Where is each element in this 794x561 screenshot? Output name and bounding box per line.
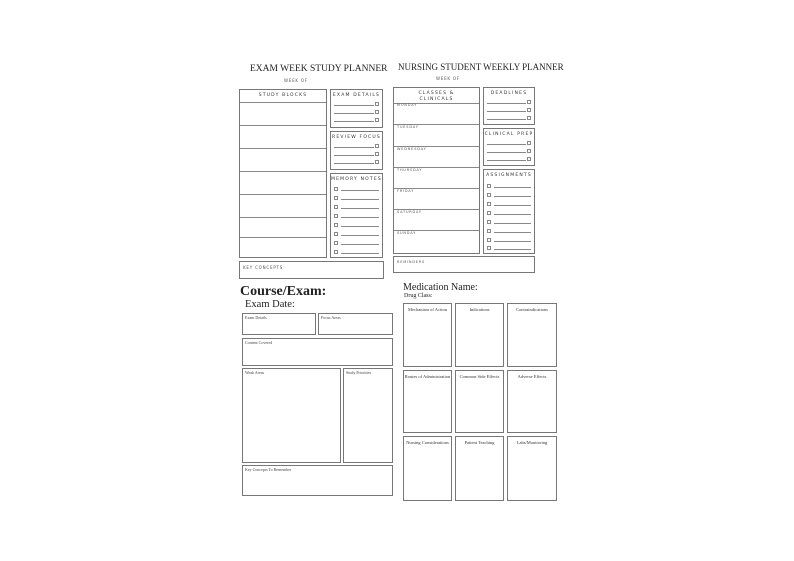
exam-planner-title: EXAM WEEK STUDY PLANNER [250, 64, 388, 74]
clinical-prep-box [483, 128, 535, 166]
focus-areas-label: Focus Areas [321, 315, 341, 320]
memory-notes-box [330, 173, 383, 258]
exam-date-label: Exam Date: [245, 299, 295, 310]
key-concepts-box [239, 261, 384, 279]
med-cell-label: Nursing Considerations [406, 440, 449, 445]
med-cell-label: Patient Teaching [464, 440, 495, 445]
course-exam-details-box [242, 313, 316, 335]
study-blocks-box [239, 89, 327, 258]
drug-class-label: Drug Class: [404, 293, 433, 299]
study-priorities-label: Study Priorities [346, 370, 372, 375]
med-cell-label: Adverse Effects [517, 374, 547, 379]
med-cell-label: Contraindications [516, 307, 548, 312]
review-focus-box [330, 131, 383, 170]
med-cell-contraindications [507, 303, 557, 367]
review-focus-heading: REVIEW FOCUS [332, 135, 381, 140]
weak-areas-label: Weak Areas [245, 370, 265, 375]
exam-details-box [330, 89, 383, 128]
med-cell-label: Common Side Effects [459, 374, 500, 379]
course-exam-title: Course/Exam: [240, 284, 327, 299]
weekly-planner-week-of: WEEK OF [436, 76, 460, 81]
assignments-box [483, 169, 535, 254]
course-exam-details-label: Exam Details [245, 315, 267, 320]
focus-areas-box [318, 313, 393, 335]
assignments-heading: ASSIGNMENTS [486, 173, 532, 178]
med-cell-labs [507, 436, 557, 501]
weekly-planner-title: NURSING STUDENT WEEKLY PLANNER [398, 62, 564, 72]
medication-name-label: Medication Name: [403, 282, 478, 293]
day-label-friday: FRIDAY [397, 189, 415, 193]
classes-clinicals-box [393, 87, 480, 254]
med-cell-mechanism [403, 303, 452, 367]
key-concepts-remember-label: Key Concepts To Remember [245, 467, 292, 472]
med-cell-label: Routes of Administration [404, 374, 451, 379]
key-concepts-label: KEY CONCEPTS [243, 265, 284, 270]
day-label-thursday: THURSDAY [397, 168, 423, 172]
med-cell-label: Mechanism of Action [408, 307, 447, 312]
deadlines-box [483, 87, 535, 125]
reminders-box [393, 256, 535, 273]
exam-details-heading: EXAM DETAILS [332, 93, 381, 98]
classes-heading-line1: CLASSES & [418, 91, 455, 96]
exam-planner-week-of: WEEK OF [284, 78, 308, 83]
med-cell-adverse-effects [507, 370, 557, 433]
med-cell-side-effects [455, 370, 504, 433]
clinical-prep-heading: CLINICAL PREP [484, 132, 534, 137]
day-label-saturday: SATURDAY [397, 210, 422, 214]
day-label-wednesday: WEDNESDAY [397, 147, 427, 151]
day-label-sunday: SUNDAY [397, 231, 417, 235]
memory-notes-heading: MEMORY NOTES [331, 177, 382, 182]
med-cell-indications [455, 303, 504, 367]
med-cell-routes [403, 370, 452, 433]
key-concepts-remember-box [242, 465, 393, 496]
med-cell-teaching [455, 436, 504, 501]
day-label-monday: MONDAY [397, 103, 418, 107]
weak-areas-box [242, 368, 341, 463]
study-blocks-heading: STUDY BLOCKS [258, 93, 308, 98]
content-covered-label: Content Covered [245, 340, 273, 345]
day-label-tuesday: TUESDAY [397, 125, 419, 129]
deadlines-heading: DEADLINES [490, 91, 528, 96]
classes-heading-line2: CLINICALS [419, 97, 454, 102]
reminders-label: REMINDERS [397, 260, 426, 264]
med-cell-label: Labs/Monitoring [516, 440, 548, 445]
med-cell-label: Indications [469, 307, 490, 312]
content-covered-box [242, 338, 393, 366]
study-priorities-box [343, 368, 393, 463]
med-cell-nursing [403, 436, 452, 501]
